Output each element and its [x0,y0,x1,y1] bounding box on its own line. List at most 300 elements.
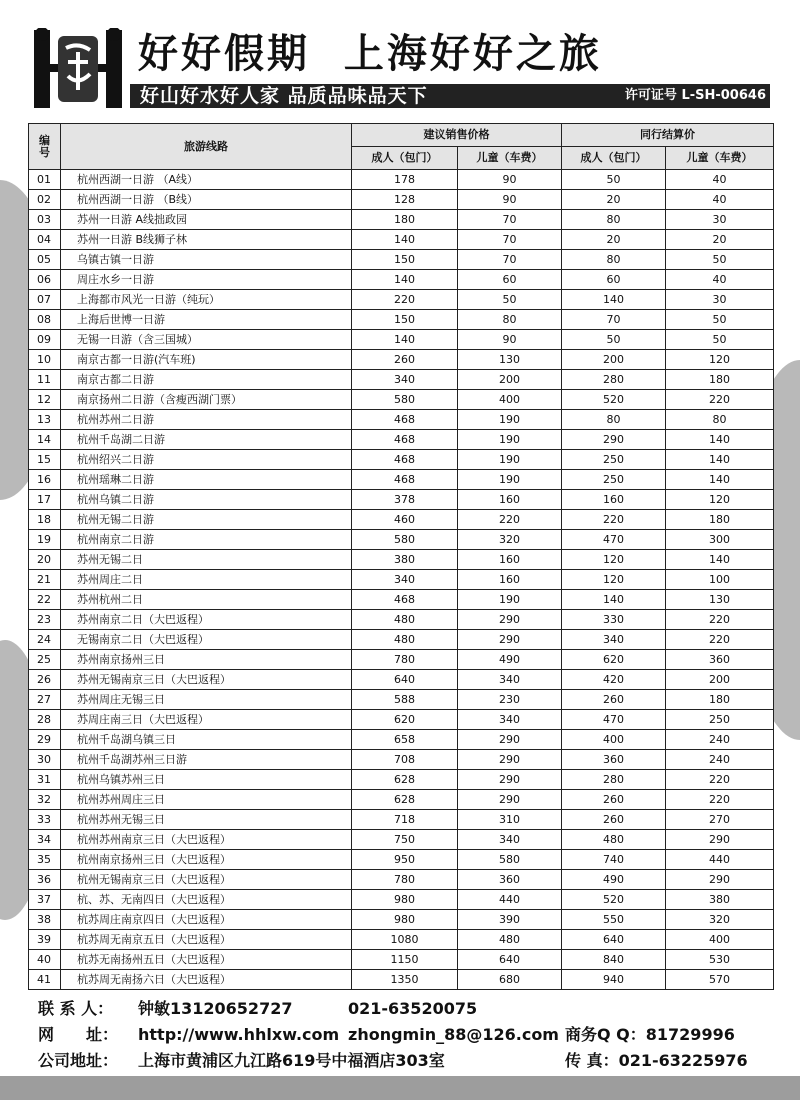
retail-adult-price: 340 [352,570,458,590]
trade-child-price: 240 [666,730,774,750]
contact-phone: 021-63520075 [348,999,478,1018]
trade-adult-price: 200 [562,350,666,370]
route-name: 杭州西湖一日游 （A线） [61,170,352,190]
trade-child-price: 50 [666,310,774,330]
route-name: 杭州苏州无锡三日 [61,810,352,830]
retail-adult-price: 340 [352,370,458,390]
row-number: 01 [29,170,61,190]
trade-adult-price: 280 [562,370,666,390]
trade-child-price: 200 [666,670,774,690]
contact-footer [38,996,778,1074]
row-number: 40 [29,950,61,970]
trade-child-price: 40 [666,170,774,190]
retail-child-price: 580 [458,850,562,870]
route-name: 苏州无锡南京三日（大巴返程） [61,670,352,690]
retail-child-price: 390 [458,910,562,930]
retail-adult-price: 620 [352,710,458,730]
retail-adult-price: 1150 [352,950,458,970]
row-number: 27 [29,690,61,710]
row-number: 14 [29,430,61,450]
route-name: 上海后世博一日游 [61,310,352,330]
retail-child-price: 90 [458,190,562,210]
route-name: 苏州南京扬州三日 [61,650,352,670]
retail-child-price: 490 [458,650,562,670]
retail-adult-price: 1350 [352,970,458,990]
trade-child-price: 120 [666,490,774,510]
row-number: 26 [29,670,61,690]
retail-child-price: 360 [458,870,562,890]
trade-child-price: 320 [666,910,774,930]
trade-child-price: 30 [666,210,774,230]
route-name: 无锡南京二日（大巴返程） [61,630,352,650]
row-number: 38 [29,910,61,930]
email-address[interactable]: zhongmin_88@126.com [348,1025,559,1044]
retail-adult-price: 980 [352,910,458,930]
retail-child-price: 190 [458,430,562,450]
trade-adult-price: 80 [562,250,666,270]
table-row [29,470,774,490]
route-name: 杭苏无南扬州五日（大巴返程） [61,950,352,970]
retail-adult-price: 750 [352,830,458,850]
route-name: 杭州南京二日游 [61,530,352,550]
retail-child-price: 220 [458,510,562,530]
table-row [29,590,774,610]
table-row [29,510,774,530]
retail-child-price: 320 [458,530,562,550]
header-retail-price: 建议销售价格 [352,124,562,147]
trade-adult-price: 740 [562,850,666,870]
trade-child-price: 220 [666,610,774,630]
trade-child-price: 270 [666,810,774,830]
row-number: 03 [29,210,61,230]
retail-child-price: 290 [458,750,562,770]
retail-adult-price: 780 [352,650,458,670]
retail-adult-price: 468 [352,590,458,610]
row-number: 02 [29,190,61,210]
route-name: 杭州无锡南京三日（大巴返程） [61,870,352,890]
row-number: 07 [29,290,61,310]
retail-adult-price: 658 [352,730,458,750]
table-row [29,230,774,250]
retail-adult-price: 460 [352,510,458,530]
table-row [29,750,774,770]
header-trade-child: 儿童（车费） [666,147,774,170]
retail-child-price: 290 [458,770,562,790]
retail-child-price: 160 [458,550,562,570]
table-row [29,730,774,750]
retail-adult-price: 378 [352,490,458,510]
table-row [29,530,774,550]
retail-adult-price: 708 [352,750,458,770]
retail-child-price: 340 [458,830,562,850]
trade-adult-price: 330 [562,610,666,630]
table-row [29,850,774,870]
retail-adult-price: 640 [352,670,458,690]
table-row [29,770,774,790]
header-trade-price: 同行结算价 [562,124,774,147]
trade-child-price: 180 [666,370,774,390]
slogan: 好山好水好人家 品质品味品天下 [140,85,428,107]
address-row [38,1048,778,1074]
retail-child-price: 160 [458,490,562,510]
retail-child-price: 70 [458,230,562,250]
retail-adult-price: 380 [352,550,458,570]
trade-adult-price: 140 [562,590,666,610]
route-name: 周庄水乡一日游 [61,270,352,290]
trade-adult-price: 260 [562,690,666,710]
retail-adult-price: 780 [352,870,458,890]
table-row [29,670,774,690]
trade-child-price: 40 [666,190,774,210]
table-row [29,970,774,990]
route-name: 杭州瑶琳二日游 [61,470,352,490]
retail-child-price: 70 [458,210,562,230]
route-name: 杭州千岛湖乌镇三日 [61,730,352,750]
route-name: 杭州无锡二日游 [61,510,352,530]
trade-adult-price: 50 [562,170,666,190]
trade-child-price: 50 [666,250,774,270]
row-number: 34 [29,830,61,850]
trade-adult-price: 340 [562,630,666,650]
row-number: 32 [29,790,61,810]
retail-child-price: 50 [458,290,562,310]
table-row [29,830,774,850]
route-name: 杭苏周无南京五日（大巴返程） [61,930,352,950]
trade-child-price: 220 [666,630,774,650]
row-number: 09 [29,330,61,350]
table-row [29,930,774,950]
trade-adult-price: 280 [562,770,666,790]
row-number: 18 [29,510,61,530]
row-number: 11 [29,370,61,390]
retail-adult-price: 140 [352,230,458,250]
trade-adult-price: 80 [562,410,666,430]
route-name: 杭、苏、无南四日（大巴返程） [61,890,352,910]
table-row [29,870,774,890]
trade-child-price: 50 [666,330,774,350]
row-number: 17 [29,490,61,510]
trade-adult-price: 20 [562,230,666,250]
route-name: 杭州苏州周庄三日 [61,790,352,810]
slogan-bar [130,84,770,108]
route-name: 杭州乌镇二日游 [61,490,352,510]
table-row [29,910,774,930]
row-number: 31 [29,770,61,790]
website-link[interactable]: http://www.hhlxw.com [138,1025,340,1044]
trade-child-price: 140 [666,430,774,450]
route-name: 南京古都一日游(汽车班) [61,350,352,370]
trade-adult-price: 140 [562,290,666,310]
trade-child-price: 80 [666,410,774,430]
trade-child-price: 40 [666,270,774,290]
trade-child-price: 130 [666,590,774,610]
route-name: 苏州一日游 B线狮子林 [61,230,352,250]
retail-child-price: 290 [458,730,562,750]
trade-child-price: 400 [666,930,774,950]
row-number: 05 [29,250,61,270]
retail-child-price: 290 [458,630,562,650]
row-number: 28 [29,710,61,730]
row-number: 16 [29,470,61,490]
row-number: 41 [29,970,61,990]
retail-child-price: 480 [458,930,562,950]
trade-adult-price: 50 [562,330,666,350]
trade-child-price: 180 [666,690,774,710]
route-name: 苏周庄南三日（大巴返程） [61,710,352,730]
row-number: 37 [29,890,61,910]
trade-adult-price: 250 [562,450,666,470]
route-name: 杭州千岛湖苏州三日游 [61,750,352,770]
route-name: 杭州苏州南京三日（大巴返程） [61,830,352,850]
row-number: 10 [29,350,61,370]
route-name: 杭州千岛湖二日游 [61,430,352,450]
trade-adult-price: 160 [562,490,666,510]
retail-child-price: 290 [458,610,562,630]
route-name: 杭州绍兴二日游 [61,450,352,470]
trade-adult-price: 550 [562,910,666,930]
row-number: 23 [29,610,61,630]
trade-adult-price: 480 [562,830,666,850]
retail-adult-price: 220 [352,290,458,310]
row-number: 35 [29,850,61,870]
trade-adult-price: 80 [562,210,666,230]
trade-adult-price: 520 [562,390,666,410]
trade-adult-price: 290 [562,430,666,450]
retail-adult-price: 628 [352,790,458,810]
retail-adult-price: 950 [352,850,458,870]
contact-person: 钟敏13120652727 [138,999,293,1018]
retail-child-price: 90 [458,330,562,350]
table-row [29,710,774,730]
website-row [38,1022,778,1048]
row-number: 21 [29,570,61,590]
row-number: 33 [29,810,61,830]
trade-adult-price: 120 [562,570,666,590]
price-table-body [29,170,774,990]
retail-adult-price: 480 [352,610,458,630]
row-number: 39 [29,930,61,950]
retail-adult-price: 468 [352,430,458,450]
table-row [29,190,774,210]
retail-child-price: 130 [458,350,562,370]
retail-child-price: 640 [458,950,562,970]
trade-adult-price: 360 [562,750,666,770]
retail-adult-price: 180 [352,210,458,230]
retail-adult-price: 588 [352,690,458,710]
retail-child-price: 80 [458,310,562,330]
retail-adult-price: 260 [352,350,458,370]
row-number: 06 [29,270,61,290]
route-name: 杭州西湖一日游 （B线） [61,190,352,210]
table-row [29,610,774,630]
row-number: 12 [29,390,61,410]
trade-child-price: 290 [666,830,774,850]
trade-adult-price: 640 [562,930,666,950]
trade-adult-price: 120 [562,550,666,570]
retail-adult-price: 150 [352,250,458,270]
trade-adult-price: 260 [562,790,666,810]
background-footer-band [0,1076,800,1100]
table-row [29,550,774,570]
row-number: 20 [29,550,61,570]
table-row [29,450,774,470]
retail-child-price: 160 [458,570,562,590]
retail-child-price: 310 [458,810,562,830]
route-name: 乌镇古镇一日游 [61,250,352,270]
retail-adult-price: 178 [352,170,458,190]
trade-adult-price: 260 [562,810,666,830]
route-name: 杭苏周无南扬六日（大巴返程） [61,970,352,990]
row-number: 15 [29,450,61,470]
retail-adult-price: 980 [352,890,458,910]
trade-child-price: 250 [666,710,774,730]
retail-child-price: 400 [458,390,562,410]
retail-child-price: 190 [458,410,562,430]
table-row [29,410,774,430]
trade-child-price: 180 [666,510,774,530]
table-row [29,170,774,190]
retail-child-price: 60 [458,270,562,290]
trade-adult-price: 250 [562,470,666,490]
route-name: 苏州杭州二日 [61,590,352,610]
route-name: 苏州周庄无锡三日 [61,690,352,710]
price-table-container [28,123,773,990]
route-name: 南京扬州二日游（含瘦西湖门票） [61,390,352,410]
retail-adult-price: 150 [352,310,458,330]
retail-adult-price: 580 [352,390,458,410]
retail-adult-price: 480 [352,630,458,650]
retail-child-price: 190 [458,470,562,490]
trade-child-price: 360 [666,650,774,670]
license-number: 许可证号 L-SH-00646 [624,88,766,103]
retail-child-price: 90 [458,170,562,190]
trade-child-price: 140 [666,470,774,490]
trade-adult-price: 60 [562,270,666,290]
retail-adult-price: 468 [352,470,458,490]
trade-child-price: 240 [666,750,774,770]
fax-number: 传 真：021-63225976 [565,1051,748,1070]
trade-child-price: 290 [666,870,774,890]
trade-adult-price: 470 [562,530,666,550]
contact-row [38,996,778,1022]
row-number: 29 [29,730,61,750]
retail-child-price: 680 [458,970,562,990]
retail-child-price: 190 [458,590,562,610]
trade-child-price: 220 [666,390,774,410]
trade-adult-price: 490 [562,870,666,890]
route-name: 杭州南京扬州三日（大巴返程） [61,850,352,870]
table-row [29,210,774,230]
row-number: 04 [29,230,61,250]
table-row [29,690,774,710]
trade-child-price: 570 [666,970,774,990]
trade-adult-price: 520 [562,890,666,910]
route-name: 上海都市风光一日游（纯玩） [61,290,352,310]
retail-adult-price: 468 [352,450,458,470]
route-name: 无锡一日游（含三国城） [61,330,352,350]
trade-adult-price: 20 [562,190,666,210]
retail-adult-price: 1080 [352,930,458,950]
address-label: 公司地址： [38,1051,119,1070]
table-row [29,630,774,650]
trade-adult-price: 420 [562,670,666,690]
trade-child-price: 120 [666,350,774,370]
table-row [29,890,774,910]
table-row [29,790,774,810]
website-label: 网 址： [38,1025,119,1044]
table-row [29,490,774,510]
route-name: 杭州乌镇苏州三日 [61,770,352,790]
route-name: 苏州南京二日（大巴返程） [61,610,352,630]
route-name: 杭州苏州二日游 [61,410,352,430]
route-name: 苏州一日游 A线拙政园 [61,210,352,230]
row-number: 36 [29,870,61,890]
price-table [28,123,774,990]
trade-adult-price: 70 [562,310,666,330]
trade-child-price: 220 [666,770,774,790]
table-row [29,350,774,370]
retail-child-price: 340 [458,670,562,690]
row-number: 25 [29,650,61,670]
route-name: 杭苏周庄南京四日（大巴返程） [61,910,352,930]
company-logo [32,28,124,110]
company-address: 上海市黄浦区九江路619号中福酒店303室 [138,1051,445,1070]
retail-adult-price: 128 [352,190,458,210]
route-name: 苏州无锡二日 [61,550,352,570]
row-number: 22 [29,590,61,610]
retail-adult-price: 140 [352,330,458,350]
table-row [29,810,774,830]
trade-child-price: 220 [666,790,774,810]
trade-child-price: 140 [666,450,774,470]
table-row [29,950,774,970]
trade-child-price: 530 [666,950,774,970]
retail-adult-price: 468 [352,410,458,430]
table-row [29,310,774,330]
trade-adult-price: 620 [562,650,666,670]
trade-adult-price: 400 [562,730,666,750]
retail-child-price: 230 [458,690,562,710]
retail-adult-price: 718 [352,810,458,830]
header-retail-adult: 成人（包门） [352,147,458,170]
trade-child-price: 380 [666,890,774,910]
row-number: 19 [29,530,61,550]
table-row [29,650,774,670]
trade-child-price: 300 [666,530,774,550]
trade-child-price: 20 [666,230,774,250]
table-row [29,390,774,410]
table-row [29,570,774,590]
retail-adult-price: 140 [352,270,458,290]
retail-adult-price: 580 [352,530,458,550]
table-row [29,370,774,390]
table-row [29,290,774,310]
trade-child-price: 100 [666,570,774,590]
retail-child-price: 190 [458,450,562,470]
trade-child-price: 140 [666,550,774,570]
trade-adult-price: 940 [562,970,666,990]
page-header [0,0,800,115]
table-row [29,270,774,290]
header-route: 旅游线路 [61,124,352,170]
header-number: 编号 [29,124,61,170]
retail-child-price: 290 [458,790,562,810]
contact-label: 联 系 人： [38,999,114,1018]
retail-child-price: 70 [458,250,562,270]
route-name: 苏州周庄二日 [61,570,352,590]
retail-child-price: 340 [458,710,562,730]
trade-child-price: 30 [666,290,774,310]
